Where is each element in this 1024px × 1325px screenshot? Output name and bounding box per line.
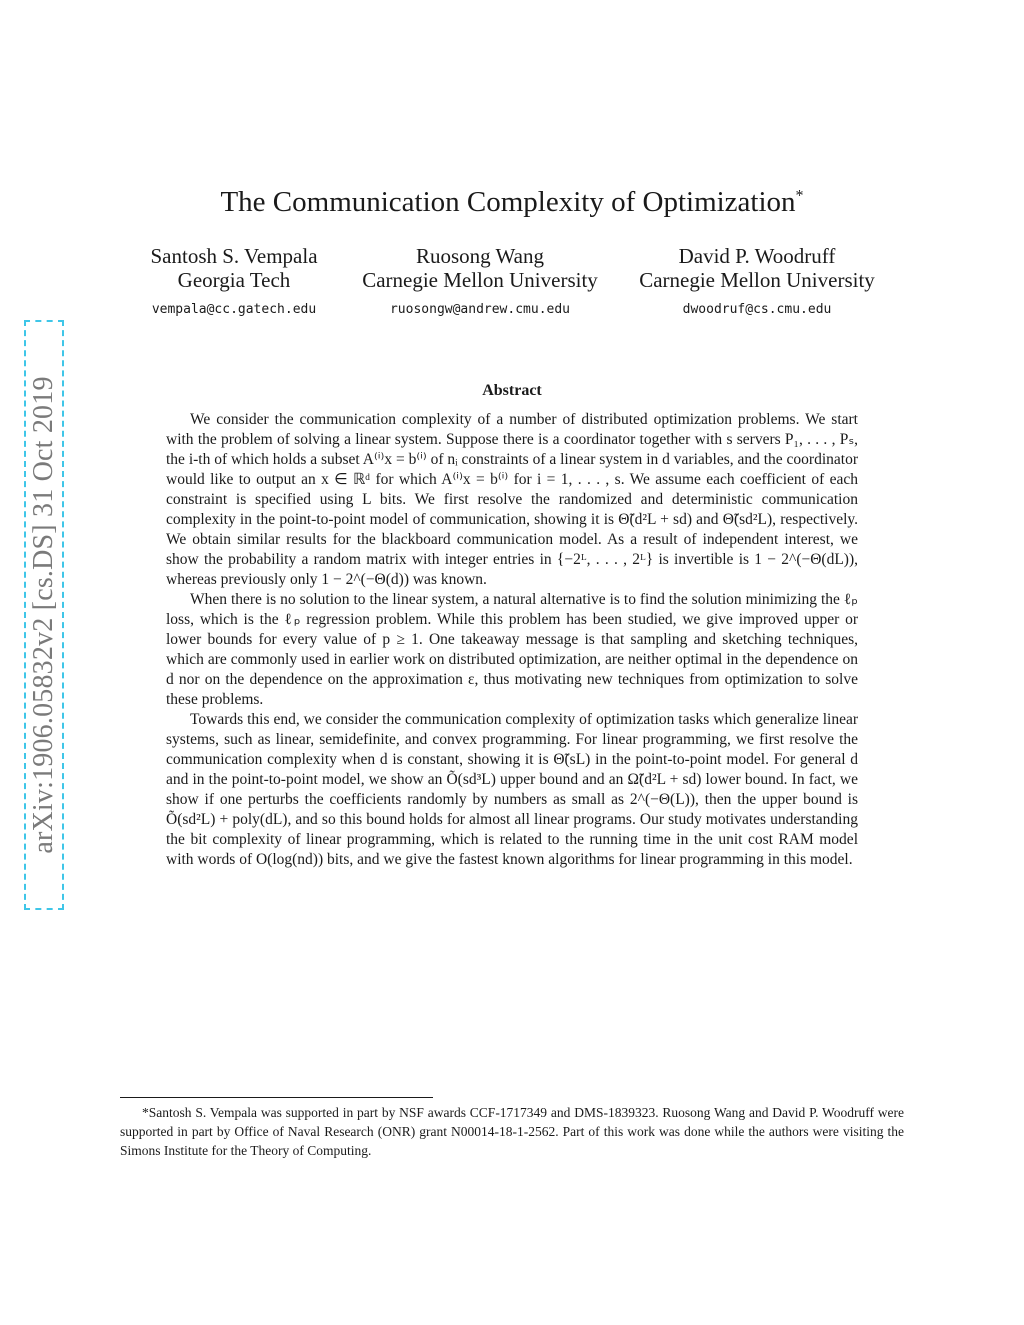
- footnote: [120, 1103, 904, 1160]
- author-block-woodruff: [632, 244, 882, 322]
- author-block-vempala: [134, 244, 334, 322]
- author-name: Santosh S. Vempala: [150, 244, 318, 268]
- arxiv-identifier-stamp: [24, 320, 64, 910]
- abstract-paragraph: When there is no solution to the linear system, a natural alternative is to find the solution minimizing the ℓₚ loss, which is the ℓₚ regression problem. While this problem has been studied, we give improved upper or lower bounds for every value of p ≥ 1. One takeaway message is that sampling and sketching techniques, which are commonly used in earlier work on distributed optimization, are neither optimal in the dependence on d nor on the dependence on the approximation ε, thus motivating new techniques from optimization to solve these problems.: [166, 591, 858, 708]
- paper-title: [0, 186, 1024, 219]
- author-email: dwoodruf@cs.cmu.edu: [682, 302, 832, 317]
- author-name: David P. Woodruff: [678, 244, 836, 268]
- footnote-text: *Santosh S. Vempala was supported in part by NSF awards CCF-1717349 and DMS-1839323. Ruosong Wang and David P. Woodruff were supported in part by Office of Naval Research (ONR) grant N00014-18-1-2562. Part of this work was done while the authors were visiting the Simons Institute for the Theory of Computing.: [120, 1105, 904, 1158]
- abstract-paragraph: We consider the communication complexity of a number of distributed optimization problems. We start with the problem of solving a linear system. Suppose there is a coordinator together with s servers P₁, . . . , Pₛ, the i-th of which holds a subset A⁽ⁱ⁾x = b⁽ⁱ⁾ of nᵢ constraints of a linear system in d variables, and the coordinator would like to output an x ∈ ℝᵈ for which A⁽ⁱ⁾x = b⁽ⁱ⁾ for i = 1, . . . , s. We assume each coefficient of each constraint is specified using L bits. We first resolve the randomized and deterministic communication complexity in the point-to-point model of communication, showing it is Θ̃(d²L + sd) and Θ̃(sd²L), respectively. We obtain similar results for the blackboard communication model. As a result of independent interest, we show the probability a random matrix with integer entries in {−2ᴸ, . . . , 2ᴸ} is invertible is 1 − 2^(−Θ(dL)), whereas previously only 1 − 2^(−Θ(d)) was known.: [166, 411, 858, 588]
- abstract-paragraph: Towards this end, we consider the communication complexity of optimization tasks which generalize linear systems, such as linear, semidefinite, and convex programming. For linear programming, we first resolve the communication complexity when d is constant, showing it is Θ̃(sL) in the point-to-point model. For general d and in the point-to-point model, we show an Õ(sd³L) upper bound and an Ω̃(d²L + sd) lower bound. In fact, we show if one perturbs the coefficients randomly by numbers as small as 2^(−Θ(L)), then the upper bound is Õ(sd²L) + poly(dL), and so this bound holds for almost all linear programs. Our study motivates understanding the bit complexity of linear programming, which is related to the running time in the unit cost RAM model with words of O(log(nd)) bits, and we give the fastest known algorithms for linear programming in this model.: [166, 711, 858, 868]
- title-footnote-mark: *: [795, 187, 804, 205]
- abstract-heading: Abstract: [482, 382, 542, 399]
- paper-title-text: The Communication Complexity of Optimization: [220, 186, 796, 218]
- author-affiliation: Carnegie Mellon University: [639, 268, 875, 292]
- abstract-body: [166, 410, 858, 870]
- author-affiliation: Georgia Tech: [177, 268, 291, 292]
- author-email: vempala@cc.gatech.edu: [151, 302, 317, 317]
- footnote-divider: [120, 1097, 433, 1098]
- author-affiliation: Carnegie Mellon University: [362, 268, 598, 292]
- author-block-wang: [355, 244, 605, 322]
- arxiv-identifier-text: arXiv:1906.05832v2 [cs.DS] 31 Oct 2019: [28, 376, 59, 854]
- author-name: Ruosong Wang: [415, 244, 544, 268]
- author-email: ruosongw@andrew.cmu.edu: [389, 302, 570, 317]
